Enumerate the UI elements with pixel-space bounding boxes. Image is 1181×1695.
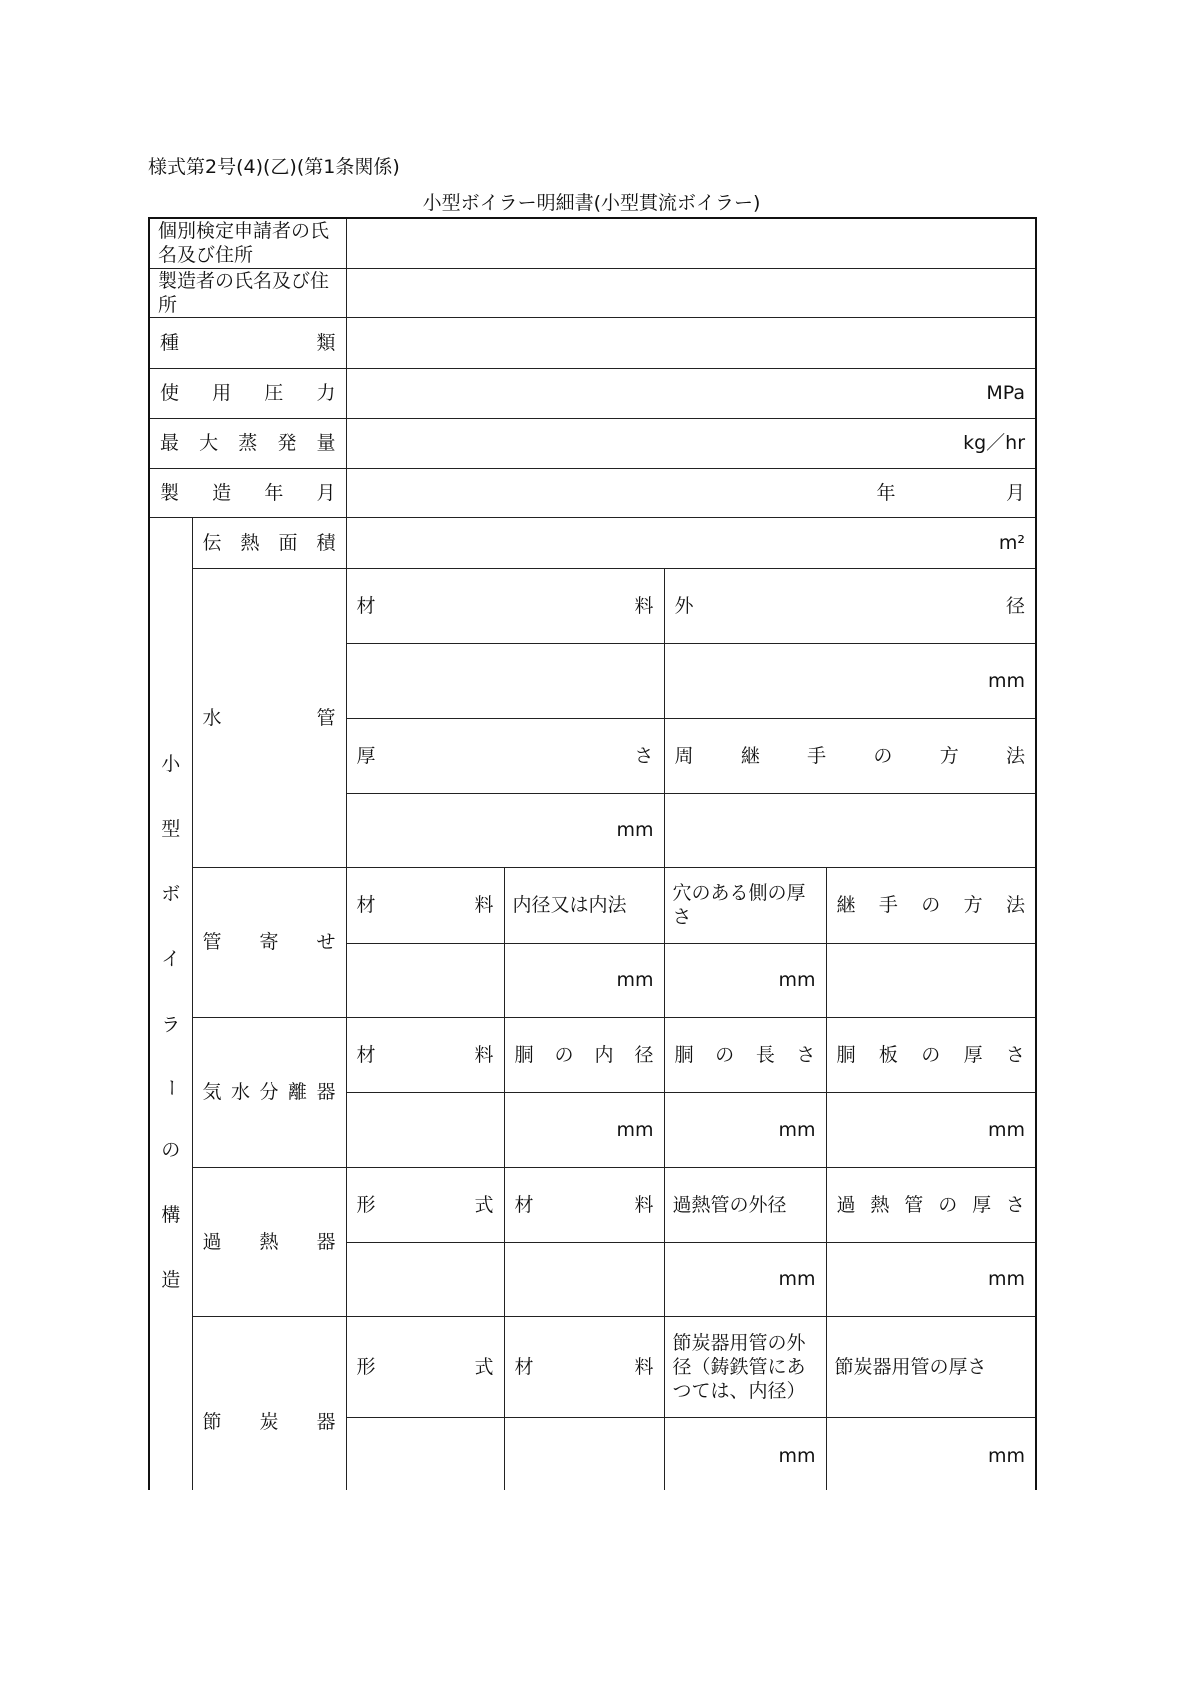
mm-unit: mm xyxy=(616,1118,654,1141)
header-inner-field[interactable] xyxy=(504,943,664,1017)
economizer-outer-field[interactable] xyxy=(664,1417,826,1490)
separator-plate-label: 胴板の厚さ xyxy=(826,1017,1036,1092)
superheater-thickness-field[interactable] xyxy=(826,1242,1036,1316)
structure-char: の xyxy=(161,1138,181,1161)
economizer-material-label: 材料 xyxy=(504,1316,664,1417)
water-tube-od-label: 外径 xyxy=(664,568,1036,643)
heating-surface-label: 伝熱面積 xyxy=(192,517,346,568)
year-unit: 年 xyxy=(876,481,896,504)
separator-length-field[interactable] xyxy=(664,1092,826,1167)
applicant-field[interactable] xyxy=(346,218,1036,268)
superheater-outer-label: 過熱管の外径 xyxy=(664,1167,826,1242)
structure-char: 型 xyxy=(161,818,181,841)
separator-material-label: 材料 xyxy=(346,1017,504,1092)
boiler-spec-table xyxy=(148,217,1037,1490)
economizer-material-field[interactable] xyxy=(504,1417,664,1490)
pressure-unit: MPa xyxy=(986,382,1026,404)
mm-unit: mm xyxy=(616,819,654,841)
structure-char: 小 xyxy=(161,753,181,775)
separator-plate-field[interactable] xyxy=(826,1092,1036,1167)
superheater-label: 過熱器 xyxy=(192,1167,346,1316)
structure-char: ー xyxy=(159,1077,182,1097)
structure-char: 構 xyxy=(161,1203,181,1226)
evaporation-field[interactable] xyxy=(346,418,1036,468)
month-unit: 月 xyxy=(1006,481,1026,504)
mm-unit: mm xyxy=(987,1118,1026,1141)
structure-label xyxy=(149,517,192,1490)
water-tube-joint-label: 周継手の方法 xyxy=(664,718,1036,793)
header-material-label: 材料 xyxy=(346,867,504,943)
water-tube-od-field[interactable] xyxy=(664,643,1036,718)
mm-unit: mm xyxy=(987,669,1026,692)
water-tube-thickness-field[interactable] xyxy=(346,793,664,867)
mm-unit: mm xyxy=(778,1268,816,1290)
manufacturer-field[interactable] xyxy=(346,268,1036,317)
water-tube-joint-field[interactable] xyxy=(664,793,1036,867)
type-field[interactable] xyxy=(346,317,1036,368)
economizer-outer-label: 節炭器用管の外径（鋳鉄管にあつては、内径） xyxy=(664,1316,826,1417)
form-number: 様式第2号(4)(乙)(第1条関係) xyxy=(148,156,400,178)
separator-length-label: 胴の長さ xyxy=(664,1017,826,1092)
mm-unit: mm xyxy=(987,1444,1026,1467)
separator-inner-label: 胴の内径 xyxy=(504,1017,664,1092)
water-tube-material-label: 材料 xyxy=(346,568,664,643)
header-hole-side-label: 穴のある側の厚さ xyxy=(664,867,826,943)
pressure-field[interactable] xyxy=(346,368,1036,418)
superheater-outer-field[interactable] xyxy=(664,1242,826,1316)
mm-unit: mm xyxy=(778,1444,816,1467)
structure-char: イ xyxy=(161,948,181,971)
economizer-form-label: 形式 xyxy=(346,1316,504,1417)
header-joint-field[interactable] xyxy=(826,943,1036,1017)
header-inner-label: 内径又は内法 xyxy=(504,867,664,943)
mm-unit: mm xyxy=(778,1118,816,1141)
structure-char: 造 xyxy=(161,1269,181,1291)
heating-surface-field[interactable] xyxy=(346,517,1036,568)
manufacturer-label: 製造者の氏名及び住所 xyxy=(149,268,346,317)
economizer-thickness-field[interactable] xyxy=(826,1417,1036,1490)
superheater-material-field[interactable] xyxy=(504,1242,664,1316)
superheater-material-label: 材料 xyxy=(504,1167,664,1242)
date-field[interactable] xyxy=(346,468,1036,517)
superheater-form-label: 形式 xyxy=(346,1167,504,1242)
header-material-field[interactable] xyxy=(346,943,504,1017)
header-hole-side-field[interactable] xyxy=(664,943,826,1017)
heating-unit: m² xyxy=(998,531,1026,554)
pressure-label: 使用圧力 xyxy=(149,368,346,418)
applicant-label: 個別検定申請者の氏名及び住所 xyxy=(149,218,346,268)
mm-unit: mm xyxy=(987,1268,1026,1290)
mm-unit: mm xyxy=(778,969,816,991)
evaporation-unit: kg／hr xyxy=(963,432,1026,454)
economizer-label: 節炭器 xyxy=(192,1316,346,1490)
evaporation-label: 最大蒸発量 xyxy=(149,418,346,468)
separator-label: 気水分離器 xyxy=(192,1017,346,1167)
superheater-form-field[interactable] xyxy=(346,1242,504,1316)
header-label: 管寄せ xyxy=(192,867,346,1017)
economizer-form-field[interactable] xyxy=(346,1417,504,1490)
type-label: 種類 xyxy=(149,317,346,368)
water-tube-thickness-label: 厚さ xyxy=(346,718,664,793)
water-tube-material-field[interactable] xyxy=(346,643,664,718)
date-label: 製造年月 xyxy=(149,468,346,517)
superheater-thickness-label: 過熱管の厚さ xyxy=(826,1167,1036,1242)
header-joint-label: 継手の方法 xyxy=(826,867,1036,943)
mm-unit: mm xyxy=(616,969,654,991)
structure-char: ラ xyxy=(161,1013,181,1036)
structure-char: ボ xyxy=(161,883,181,906)
water-tube-label: 水管 xyxy=(192,568,346,867)
separator-inner-field[interactable] xyxy=(504,1092,664,1167)
economizer-thickness-label: 節炭器用管の厚さ xyxy=(826,1316,1036,1417)
document-title: 小型ボイラー明細書(小型貫流ボイラー) xyxy=(422,192,761,214)
separator-material-field[interactable] xyxy=(346,1092,504,1167)
